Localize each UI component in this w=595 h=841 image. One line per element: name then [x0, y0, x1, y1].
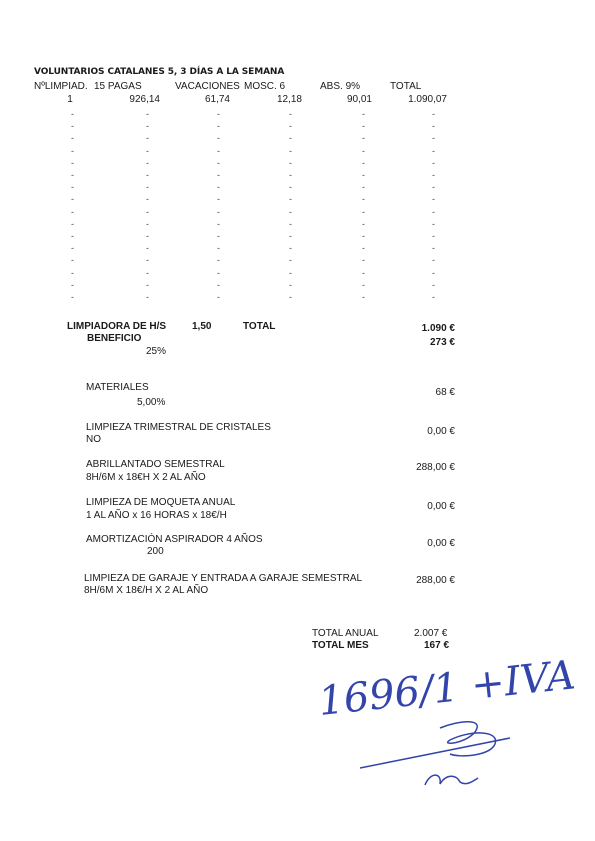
table-dash: -	[217, 243, 220, 254]
row1-mosc: 12,18	[276, 94, 302, 105]
table-dash: -	[217, 182, 220, 193]
table-dash: -	[362, 109, 365, 119]
table-dash: -	[146, 279, 149, 290]
item-value: 0,00 €	[427, 538, 455, 549]
summary-total-label: TOTAL	[243, 321, 276, 332]
table-dash: -	[362, 279, 365, 290]
table-dash: -	[146, 145, 149, 156]
table-dash: -	[217, 279, 220, 290]
table-dash: -	[289, 255, 292, 266]
table-dash: -	[362, 194, 365, 205]
table-dash: -	[71, 243, 74, 254]
table-dash: -	[146, 267, 149, 278]
table-dash: -	[289, 170, 292, 180]
table-dash: -	[432, 255, 435, 266]
table-dash: -	[146, 170, 149, 180]
table-dash: -	[432, 170, 435, 180]
table-dash: -	[71, 109, 74, 119]
table-dash: -	[432, 157, 435, 168]
table-dash: -	[71, 292, 74, 302]
table-dash: -	[71, 170, 74, 180]
table-dash: -	[432, 218, 435, 229]
item-value: 0,00 €	[427, 426, 455, 437]
table-dash: -	[289, 182, 292, 193]
table-dash: -	[362, 121, 365, 132]
table-dash: -	[146, 157, 149, 168]
table-dash: -	[71, 279, 74, 290]
table-dash: -	[146, 218, 149, 229]
table-dash: -	[432, 182, 435, 193]
handwritten-annotation	[300, 652, 578, 805]
table-dash: -	[289, 292, 292, 302]
item-label: LIMPIEZA TRIMESTRAL DE CRISTALES	[86, 422, 271, 433]
benefit-value: 273 €	[429, 337, 455, 348]
hours-value: 1,50	[192, 321, 212, 332]
table-dash: -	[146, 194, 149, 205]
table-dash: -	[217, 231, 220, 241]
table-dash: -	[217, 194, 220, 205]
table-dash: -	[289, 218, 292, 229]
table-dash: -	[217, 267, 220, 278]
row1-abs: 90,01	[346, 94, 372, 105]
table-dash: -	[362, 145, 365, 156]
item-label: LIMPIEZA DE GARAJE Y ENTRADA A GARAJE SEMESTRAL	[84, 573, 363, 584]
table-dash: -	[146, 121, 149, 132]
table-dash: -	[362, 157, 365, 168]
header-abs: ABS. 9%	[320, 81, 361, 92]
header-nlimp: NºLIMPIAD.	[34, 81, 88, 92]
item-value: 288,00 €	[416, 462, 455, 473]
row1-vacaciones: 61,74	[204, 94, 230, 105]
table-dash: -	[362, 292, 365, 302]
table-dash: -	[71, 218, 74, 229]
item-value: 0,00 €	[427, 501, 455, 512]
benefit-label: BENEFICIO	[87, 333, 142, 344]
signature-stroke	[425, 775, 478, 785]
summary-total-value: 1.090 €	[421, 323, 455, 334]
table-dash: -	[217, 218, 220, 229]
header-pagas: 15 PAGAS	[94, 81, 142, 92]
table-dash: -	[362, 231, 365, 241]
table-dash: -	[362, 267, 365, 278]
table-dash: -	[289, 121, 292, 132]
table-dash: -	[289, 231, 292, 241]
item-value: 288,00 €	[416, 575, 455, 586]
table-dash: -	[71, 206, 74, 217]
table-dash: -	[146, 133, 149, 144]
table-dash: -	[362, 133, 365, 144]
item-sub: NO	[86, 434, 101, 445]
table-dash: -	[432, 231, 435, 241]
table-dash: -	[217, 145, 220, 156]
table-dash: -	[71, 182, 74, 193]
item-sub: 5,00%	[137, 397, 166, 408]
table-dash: -	[146, 255, 149, 266]
table-dash: -	[217, 170, 220, 180]
item-label: ABRILLANTADO SEMESTRAL	[86, 459, 225, 470]
table-dash: -	[432, 194, 435, 205]
item-sub: 200	[147, 546, 164, 557]
table-dash: -	[432, 279, 435, 290]
table-dash: -	[362, 206, 365, 217]
table-dash: -	[71, 157, 74, 168]
header-mosc: MOSC. 6	[244, 81, 286, 92]
header-vacaciones: VACACIONES	[175, 81, 240, 92]
total-mes-value: 167 €	[424, 640, 450, 651]
row1-total: 1.090,07	[408, 94, 447, 105]
table-dash: -	[71, 255, 74, 266]
item-sub: 1 AL AÑO x 16 HORAS x 18€/H	[86, 510, 227, 521]
item-value: 68 €	[435, 387, 455, 398]
table-dash: -	[289, 145, 292, 156]
table-dash: -	[432, 243, 435, 254]
table-dash: -	[362, 243, 365, 254]
table-dash: -	[217, 292, 220, 302]
header-total: TOTAL	[390, 81, 422, 92]
total-anual-label: TOTAL ANUAL	[312, 628, 379, 639]
table-dash: -	[217, 121, 220, 132]
total-mes-label: TOTAL MES	[312, 640, 369, 651]
table-dash: -	[217, 109, 220, 119]
table-dash: -	[362, 182, 365, 193]
table-dash: -	[146, 243, 149, 254]
table-dash: -	[432, 145, 435, 156]
table-dash: -	[432, 121, 435, 132]
table-dash: -	[217, 255, 220, 266]
table-dash: -	[362, 170, 365, 180]
table-dash: -	[289, 194, 292, 205]
row1-nlimp: 1	[67, 94, 73, 105]
table-dash: -	[146, 231, 149, 241]
table-dash: -	[362, 255, 365, 266]
row1-pagas: 926,14	[129, 94, 160, 105]
table-dash: -	[289, 206, 292, 217]
table-dash: -	[71, 231, 74, 241]
table-dash: -	[71, 133, 74, 144]
table-dash: -	[289, 157, 292, 168]
table-dash: -	[289, 133, 292, 144]
table-dash: -	[289, 267, 292, 278]
document-title: VOLUNTARIOS CATALANES 5, 3 DÍAS A LA SEMANA	[34, 67, 285, 77]
table-dash: -	[146, 182, 149, 193]
table-dash: -	[71, 145, 74, 156]
item-sub: 8H/6M x 18€H X 2 AL AÑO	[86, 472, 206, 483]
handwritten-note: 1696/1 +IVA	[316, 652, 578, 725]
table-dash: -	[362, 218, 365, 229]
item-sub: 8H/6M X 18€/H X 2 AL AÑO	[84, 585, 209, 596]
signature-stroke	[360, 738, 510, 768]
role-label: LIMPIADORA DE H/S	[67, 321, 167, 332]
table-dash: -	[146, 206, 149, 217]
table-dash: -	[71, 194, 74, 205]
table-dash: -	[217, 206, 220, 217]
table-dash: -	[432, 206, 435, 217]
item-label: MATERIALES	[86, 382, 149, 393]
table-dash: -	[71, 267, 74, 278]
table-dash: -	[432, 267, 435, 278]
handwriting-signature	[300, 652, 578, 800]
table-dash: -	[217, 133, 220, 144]
benefit-pct: 25%	[146, 346, 167, 357]
table-dash: -	[289, 243, 292, 254]
table-dash: -	[432, 109, 435, 119]
table-dash: -	[289, 279, 292, 290]
total-anual-value: 2.007 €	[414, 628, 448, 639]
table-dash: -	[146, 109, 149, 119]
table-dash: -	[71, 121, 74, 132]
table-dash: -	[432, 292, 435, 302]
table-dash: -	[217, 157, 220, 168]
item-label: LIMPIEZA DE MOQUETA ANUAL	[86, 497, 236, 508]
item-label: AMORTIZACIÓN ASPIRADOR 4 AÑOS	[86, 534, 263, 545]
table-dash: -	[146, 292, 149, 302]
table-dash: -	[289, 109, 292, 119]
table-dash: -	[432, 133, 435, 144]
